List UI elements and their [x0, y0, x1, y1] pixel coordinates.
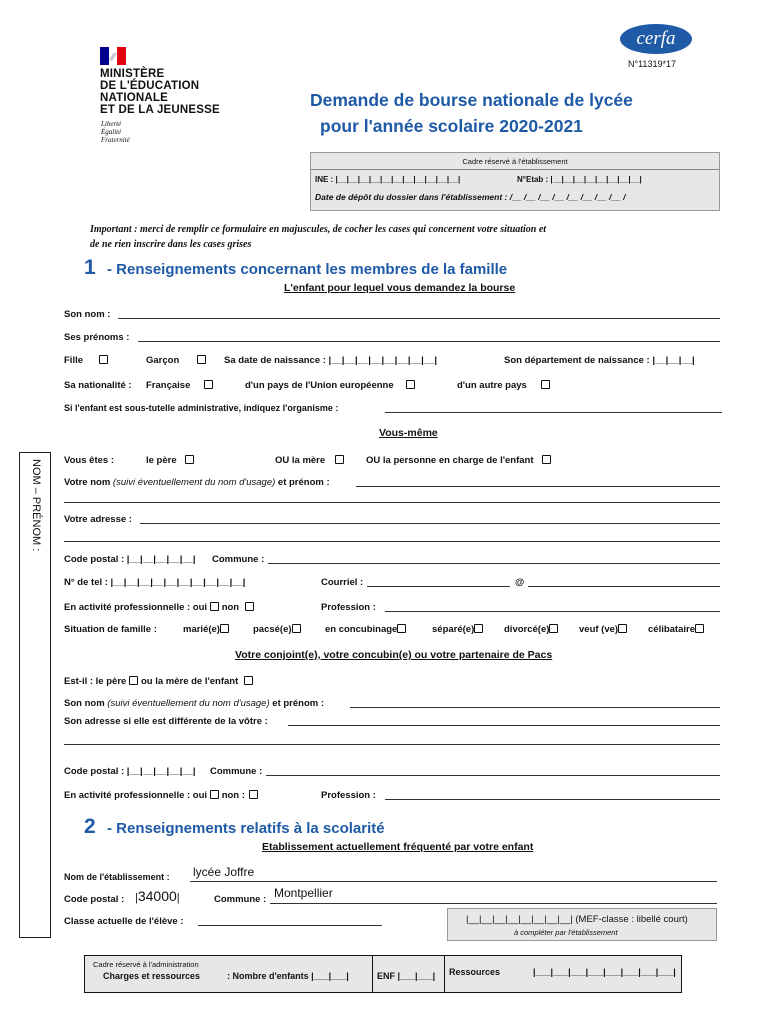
situation-checkbox[interactable] [220, 624, 229, 633]
autre-pays-checkbox[interactable] [541, 380, 550, 389]
etablissement-reserved-box [310, 152, 720, 211]
est-il-text: Est-il : le père [64, 676, 127, 687]
child-subtitle: L'enfant pour lequel vous demandez la bourse [284, 282, 516, 294]
partner-role [64, 676, 253, 687]
partner-pere-checkbox[interactable] [129, 676, 138, 685]
phone-field[interactable]: N° de tel : |__|__|__|__|__|__|__|__|__|__| [64, 577, 246, 588]
partner-activite-non-checkbox[interactable] [249, 790, 258, 799]
ministry-line: DE L'ÉDUCATION [100, 80, 200, 92]
garcon-checkbox[interactable] [197, 355, 206, 364]
personne-checkbox[interactable] [542, 455, 551, 464]
enf-field: ENF |___|___| [377, 971, 436, 981]
your-address-input[interactable] [140, 523, 720, 524]
situation-text: veuf (ve) [579, 624, 619, 635]
situation-celibataire [648, 624, 704, 635]
vous-etes-label: Vous êtes : [64, 455, 114, 466]
activity-label [64, 602, 254, 613]
school-postal-code-field[interactable]: |34000| [135, 888, 180, 904]
activite2-text: En activité professionnelle : oui [64, 790, 208, 801]
usage-name-hint: (suivi éventuellement du nom d'usage) [107, 698, 270, 709]
partner-name-label [64, 698, 324, 709]
partner-mere-checkbox[interactable] [244, 676, 253, 685]
pere-checkbox[interactable] [185, 455, 194, 464]
child-birthdate-field[interactable]: Sa date de naissance : |__|__|__|__|__|__|__|__| [224, 355, 438, 366]
section-1-number: 1 [84, 256, 96, 279]
ine-field: INE : |__|__|__|__|__|__|__|__|__|__|__| [315, 175, 461, 184]
ou-mere-text: ou la mère de l'enfant [140, 676, 239, 687]
partner-title: Votre conjoint(e), votre concubin(e) ou votre partenaire de Pacs [235, 649, 553, 661]
your-name-label [64, 477, 330, 488]
mef-field: |__|__|__|__|__|__|__|__| (MEF-classe : libellé court) [466, 914, 688, 925]
partner-postal-code-field[interactable]: Code postal : |__|__|__|__|__| [64, 766, 196, 777]
commune-input[interactable] [268, 563, 720, 564]
child-firstnames-label: Ses prénoms : [64, 332, 130, 343]
important-notice: Important : merci de remplir ce formulaire en majuscules, de cocher les cases qui concernent votre situation et [90, 224, 547, 235]
mere-checkbox[interactable] [335, 455, 344, 464]
your-name-input-2[interactable] [64, 502, 720, 503]
situation-checkbox[interactable] [549, 624, 558, 633]
non2-text: non : [221, 790, 245, 801]
nationality-eu [245, 380, 415, 391]
situation-text: célibataire [648, 624, 695, 635]
postal-code-field[interactable]: Code postal : |__|__|__|__|__| [64, 554, 196, 565]
partner-commune-label: Commune : [210, 766, 263, 777]
partner-address-label: Son adresse si elle est différente de la vôtre : [64, 716, 268, 727]
situation-text: en concubinage [325, 624, 398, 635]
school-commune-value[interactable]: Montpellier [274, 886, 333, 900]
activite-text: En activité professionnelle : oui [64, 602, 208, 613]
motto-line: Liberté [101, 120, 122, 128]
at-sign: @ [515, 577, 525, 588]
deposit-date-field: Date de dépôt du dossier dans l'établissement : /__ /__ /__ /__ /__ /__ /__ /__ / [315, 192, 626, 202]
situation-checkbox[interactable] [695, 624, 704, 633]
et-prenom-text: et prénom : [277, 477, 330, 488]
profession-label: Profession : [321, 602, 376, 613]
commune-label: Commune : [212, 554, 265, 565]
partner-address-input[interactable] [288, 725, 720, 726]
partner-commune-input[interactable] [266, 775, 720, 776]
garcon-text: Garçon [146, 355, 180, 366]
sex-male-label [146, 355, 206, 366]
republic-motto [101, 120, 130, 144]
situation-text: séparé(e) [432, 624, 475, 635]
child-lastname-input[interactable] [118, 318, 720, 319]
votre-nom-text: Votre nom [64, 477, 111, 488]
your-address-label: Votre adresse : [64, 514, 132, 525]
ministry-line: MINISTÈRE [100, 68, 165, 80]
your-name-input[interactable] [356, 486, 720, 487]
school-name-label: Nom de l'établissement : [64, 872, 170, 882]
school-commune-label: Commune : [214, 894, 267, 905]
children-count-field: : Nombre d'enfants |___|___| [227, 971, 349, 981]
activite-non-checkbox[interactable] [245, 602, 254, 611]
side-name-label: NOM – PRÉNOM : [30, 459, 42, 552]
sex-female-label [64, 355, 108, 366]
situation-text: divorcé(e) [504, 624, 550, 635]
fille-text: Fille [64, 355, 84, 366]
profession-input[interactable] [385, 611, 720, 612]
cerfa-logo: cerfa [620, 24, 692, 54]
autre-pays-text: d'un autre pays [457, 380, 527, 391]
child-firstnames-input[interactable] [138, 341, 720, 342]
tutelle-input[interactable] [385, 412, 722, 413]
marianne-logo [100, 47, 126, 68]
partner-activite-oui-checkbox[interactable] [210, 790, 219, 799]
school-name-value[interactable]: lycée Joffre [193, 865, 255, 879]
partner-address-input-2[interactable] [64, 744, 720, 745]
role-personne [366, 455, 551, 466]
school-commune-input[interactable] [270, 903, 717, 904]
situation-pacse [253, 624, 301, 635]
mef-box [447, 908, 717, 941]
activite-oui-checkbox[interactable] [210, 602, 219, 611]
role-mere [275, 455, 344, 466]
email-input[interactable] [367, 586, 510, 587]
important-notice-2: de ne rien inscrire dans les cases grises [90, 239, 252, 250]
email-label: Courriel : [321, 577, 364, 588]
role-pere [146, 455, 194, 466]
ministry-line: NATIONALE [100, 92, 169, 104]
mef-note: à compléter par l'établissement [514, 928, 618, 937]
francaise-text: Française [146, 380, 191, 391]
side-name-box [19, 452, 51, 938]
section-2-number: 2 [84, 815, 96, 838]
school-subtitle: Etablissement actuellement fréquenté par votre enfant [262, 841, 534, 853]
form-title-year: pour l'année scolaire 2020-2021 [320, 116, 583, 136]
situation-separe [432, 624, 483, 635]
partner-activity-label [64, 790, 258, 801]
your-address-input-2[interactable] [64, 541, 720, 542]
et-prenom-text: et prénom : [272, 698, 325, 709]
partner-profession-input[interactable] [385, 799, 720, 800]
personne-text: OU la personne en charge de l'enfant [366, 455, 534, 466]
partner-name-input[interactable] [350, 707, 720, 708]
situation-marie [183, 624, 229, 635]
tutelle-label: Si l'enfant est sous-tutelle administrative, indiquez l'organisme : [64, 403, 339, 413]
situation-divorce [504, 624, 558, 635]
nationality-other [457, 380, 550, 391]
section-2-title: - Renseignements relatifs à la scolarité [107, 820, 385, 837]
ministry-line: ET DE LA JEUNESSE [100, 104, 220, 116]
ressources-field: |___|___|___|___|___|___|___|___| [533, 967, 676, 977]
admin-heading: Cadre réservé à l'administration [93, 960, 199, 969]
vous-meme-title: Vous-même [379, 427, 438, 439]
ue-text: d'un pays de l'Union européenne [245, 380, 394, 391]
school-name-input[interactable] [190, 881, 717, 882]
situation-checkbox[interactable] [474, 624, 483, 633]
nationality-fr [146, 380, 213, 391]
motto-line: Fraternité [101, 136, 130, 144]
child-lastname-label: Son nom : [64, 309, 111, 320]
situation-checkbox[interactable] [292, 624, 301, 633]
motto-line: Égalité [101, 128, 122, 136]
ue-checkbox[interactable] [406, 380, 415, 389]
cerfa-number: N°11319*17 [628, 59, 676, 69]
current-class-label: Classe actuelle de l'élève : [64, 916, 184, 927]
ministry-name [100, 68, 220, 116]
section-1-title: - Renseignements concernant les membres de la famille [107, 261, 508, 278]
nationality-label: Sa nationalité : [64, 380, 132, 391]
admin-reserved-box [84, 955, 682, 993]
child-birth-department-field[interactable]: Son département de naissance : |__|__|__| [504, 355, 695, 366]
email-domain-input[interactable] [528, 586, 720, 587]
family-situation-label: Situation de famille : [64, 624, 157, 635]
current-class-input[interactable] [198, 925, 382, 926]
francaise-checkbox[interactable] [204, 380, 213, 389]
son-nom-text: Son nom [64, 698, 105, 709]
situation-checkbox[interactable] [397, 624, 406, 633]
netab-field: N°Etab : |__|__|__|__|__|__|__|__| [517, 175, 642, 184]
charges-label: Charges et ressources [103, 971, 201, 981]
situation-concubinage [325, 624, 406, 635]
partner-profession-label: Profession : [321, 790, 376, 801]
fille-checkbox[interactable] [99, 355, 108, 364]
situation-veuf [579, 624, 627, 635]
mere-text: OU la mère [275, 455, 326, 466]
reserved-heading: Cadre réservé à l'établissement [462, 157, 568, 166]
school-postal-label: Code postal : [64, 894, 125, 905]
non-text: non [221, 602, 240, 613]
form-title: Demande de bourse nationale de lycée [310, 90, 633, 110]
school-postal-value: 34000 [137, 888, 177, 904]
usage-name-hint: (suivi éventuellement du nom d'usage) [112, 477, 276, 488]
situation-text: marié(e) [183, 624, 220, 635]
situation-text: pacsé(e) [253, 624, 292, 635]
situation-checkbox[interactable] [618, 624, 627, 633]
pere-text: le père [146, 455, 177, 466]
ressources-label: Ressources [449, 967, 501, 977]
